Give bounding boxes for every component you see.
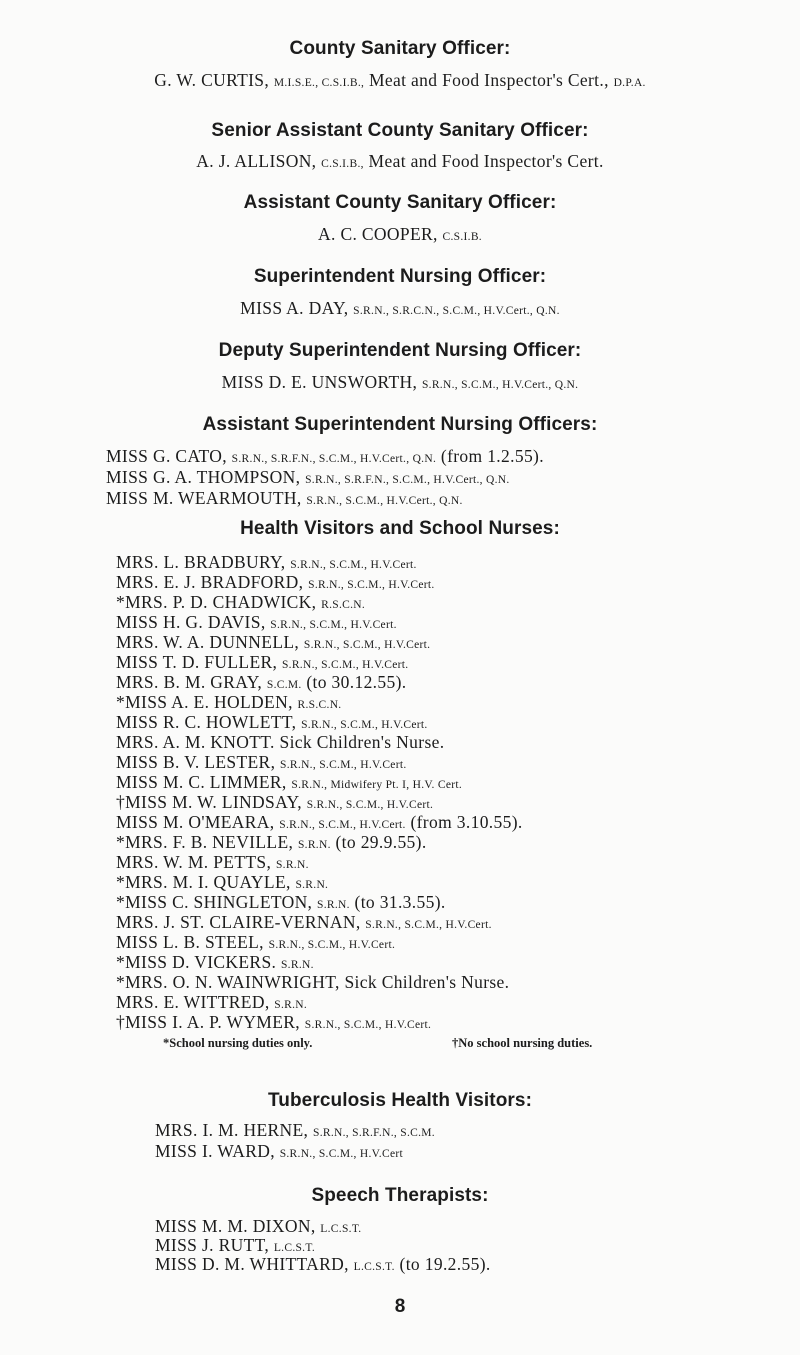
staff-name: MISS A. DAY, [240,298,349,318]
staff-name: *MRS. O. N. WAINWRIGHT, [116,972,340,992]
staff-qualifications: S.R.N., S.C.M., H.V.Cert [279,1148,403,1160]
staff-line-allison [0,151,800,172]
staff-line [116,1012,431,1033]
staff-extra: (from 1.2.55). [440,446,544,466]
staff-name: MISS H. G. DAVIS, [116,612,266,632]
staff-line [116,612,397,633]
staff-name: MRS. E. WITTRED, [116,992,270,1012]
staff-line [155,1216,361,1237]
staff-qualifications: S.R.N., S.C.M., H.V.Cert. [303,639,431,651]
staff-name: *MRS. M. I. QUAYLE, [116,872,291,892]
staff-qualifications: S.R.N., S.C.M., H.V.Cert. [365,919,492,931]
staff-qualifications: S.R.N. [297,839,331,851]
staff-line [116,892,446,913]
staff-extra: Sick Children's Nurse. [279,732,445,752]
staff-line [116,712,428,733]
staff-line [116,692,341,713]
staff-name: MISS G. CATO, [106,446,227,466]
staff-line [116,652,408,673]
staff-qualifications: S.R.N. [280,959,314,971]
staff-name: MISS I. WARD, [155,1141,275,1161]
staff-qualifications: S.R.N., S.R.C.N., S.C.M., H.V.Cert., Q.N. [353,305,560,317]
staff-name: MISS T. D. FULLER, [116,652,278,672]
staff-qualifications: S.R.N., S.C.M., H.V.Cert., Q.N. [421,379,579,391]
staff-qualifications: S.R.N., S.C.M., H.V.Cert. [270,619,397,631]
staff-extra: Meat and Food Inspector's Cert. [368,151,604,171]
staff-line [116,752,407,773]
staff-name: MISS M. WEARMOUTH, [106,488,302,508]
staff-line [116,632,430,653]
staff-name: G. W. CURTIS, [154,70,270,90]
staff-name: *MISS C. SHINGLETON, [116,892,313,912]
staff-line [106,446,544,467]
staff-qualifications: S.R.N., S.C.M., H.V.Cert., Q.N. [306,495,463,507]
staff-line [116,792,433,813]
staff-line [155,1254,491,1275]
staff-name: MISS R. C. HOWLETT, [116,712,297,732]
staff-line [116,812,523,833]
staff-qualifications: S.R.N., S.R.F.N., S.C.M., H.V.Cert., Q.N. [231,453,437,465]
staff-qualifications: S.R.N. [295,879,329,891]
staff-line [155,1120,435,1141]
staff-qualifications: S.R.N., S.C.M., H.V.Cert. [308,579,435,591]
staff-line [116,952,314,973]
staff-line [116,592,365,613]
staff-name: *MISS A. E. HOLDEN, [116,692,293,712]
staff-qualifications: S.R.N., S.C.M., H.V.Cert. [306,799,434,811]
staff-name: MISS D. M. WHITTARD, [155,1254,349,1274]
staff-qualifications: C.S.I.B. [442,231,482,243]
staff-name: MISS G. A. THOMPSON, [106,467,301,487]
staff-qualifications: S.R.N., S.C.M., H.V.Cert. [301,719,428,731]
staff-name: MISS D. E. UNSWORTH, [221,372,418,392]
staff-name: MISS M. C. LIMMER, [116,772,287,792]
staff-line [155,1235,315,1256]
staff-qualifications: R.S.C.N. [321,599,366,611]
staff-extra: (to 29.9.55). [335,832,427,852]
staff-qualifications: S.R.N., S.C.M., H.V.Cert. [279,819,406,831]
staff-line [116,672,407,693]
staff-line [106,488,463,509]
staff-extra: Sick Children's Nurse. [344,972,510,992]
staff-qualifications: S.R.N. [275,859,309,871]
staff-name: MRS. E. J. BRADFORD, [116,572,304,592]
staff-name: MISS M. O'MEARA, [116,812,275,832]
staff-line [116,552,417,573]
staff-name: MRS. A. M. KNOTT. [116,732,275,752]
staff-extra: (to 30.12.55). [306,672,407,692]
staff-qualifications: L.C.S.T. [320,1223,362,1235]
footnote-no-school-nursing: †No school nursing duties. [452,1036,593,1050]
staff-line [116,932,395,953]
page-number: 8 [394,1296,406,1317]
staff-qualifications: C.S.I.B., [321,158,364,170]
staff-extra: (from 3.10.55). [410,812,523,832]
staff-extra: (to 19.2.55). [399,1254,491,1274]
section-heading-speech: Speech Therapists: [311,1185,489,1206]
staff-qualifications: S.R.N., S.C.M., H.V.Cert. [280,759,407,771]
staff-qualifications: S.R.N. [317,899,350,911]
staff-qualifications: S.R.N., S.C.M., H.V.Cert. [268,939,396,951]
staff-name: MRS. J. ST. CLAIRE-VERNAN, [116,912,361,932]
staff-line [116,832,427,853]
staff-qualifications: S.R.N., S.R.F.N., S.C.M., H.V.Cert., Q.N. [305,474,510,486]
staff-qualifications: S.C.M. [266,679,302,691]
section-heading-assistant-county: Assistant County Sanitary Officer: [243,192,557,213]
staff-name: MISS B. V. LESTER, [116,752,276,772]
staff-line [116,912,492,933]
staff-line [106,467,510,488]
staff-name: MRS. L. BRADBURY, [116,552,286,572]
staff-qualifications: L.C.S.T. [273,1242,316,1254]
staff-line-cooper [0,224,800,245]
staff-qualifications: S.R.N., S.C.M., H.V.Cert. [290,559,417,571]
staff-qualifications: S.R.N. [274,999,308,1011]
section-heading-assistant-superintendent: Assistant Superintendent Nursing Officers: [202,414,598,435]
staff-name: A. J. ALLISON, [196,151,317,171]
staff-name: MISS J. RUTT, [155,1235,270,1255]
staff-line [116,852,309,873]
staff-extra: (to 31.3.55). [354,892,446,912]
section-heading-health-visitors: Health Visitors and School Nurses: [240,518,560,539]
staff-line [116,872,328,893]
staff-line [116,572,435,593]
staff-qualifications: S.R.N., Midwifery Pt. I, H.V. Cert. [291,779,463,791]
staff-name: †MISS M. W. LINDSAY, [116,792,302,812]
staff-qualifications-2: D.P.A. [613,77,646,89]
staff-name: MRS. W. A. DUNNELL, [116,632,300,652]
staff-qualifications: S.R.N., S.R.F.N., S.C.M. [313,1127,435,1139]
staff-line-day [0,298,800,319]
staff-name: MRS. B. M. GRAY, [116,672,263,692]
staff-line [155,1141,403,1162]
section-heading-tuberculosis: Tuberculosis Health Visitors: [267,1090,533,1111]
staff-qualifications: S.R.N., S.C.M., H.V.Cert. [281,659,409,671]
staff-name: MISS M. M. DIXON, [155,1216,316,1236]
section-heading-senior-assistant: Senior Assistant County Sanitary Officer: [211,120,589,141]
staff-name: MRS. W. M. PETTS, [116,852,272,872]
staff-name: MISS L. B. STEEL, [116,932,264,952]
staff-line-curtis [0,70,800,91]
staff-line-unsworth [0,372,800,393]
staff-line [116,772,462,793]
staff-name: *MISS D. VICKERS. [116,952,277,972]
staff-qualifications: L.C.S.T. [353,1261,395,1273]
section-heading-superintendent: Superintendent Nursing Officer: [253,266,547,287]
section-heading-county-sanitary: County Sanitary Officer: [289,38,511,59]
section-heading-deputy: Deputy Superintendent Nursing Officer: [218,340,582,361]
staff-name: *MRS. P. D. CHADWICK, [116,592,317,612]
staff-name: A. C. COOPER, [318,224,438,244]
staff-extra: Meat and Food Inspector's Cert., [368,70,609,90]
staff-line [116,732,444,753]
staff-line [116,992,307,1013]
footnote-school-nursing: *School nursing duties only. [163,1036,313,1050]
staff-name: *MRS. F. B. NEVILLE, [116,832,294,852]
staff-name: MRS. I. M. HERNE, [155,1120,309,1140]
staff-name: †MISS I. A. P. WYMER, [116,1012,301,1032]
staff-qualifications: S.R.N., S.C.M., H.V.Cert. [304,1019,432,1031]
staff-qualifications: R.S.C.N. [297,699,342,711]
staff-qualifications: M.I.S.E., C.S.I.B., [273,77,365,89]
staff-line [116,972,509,993]
